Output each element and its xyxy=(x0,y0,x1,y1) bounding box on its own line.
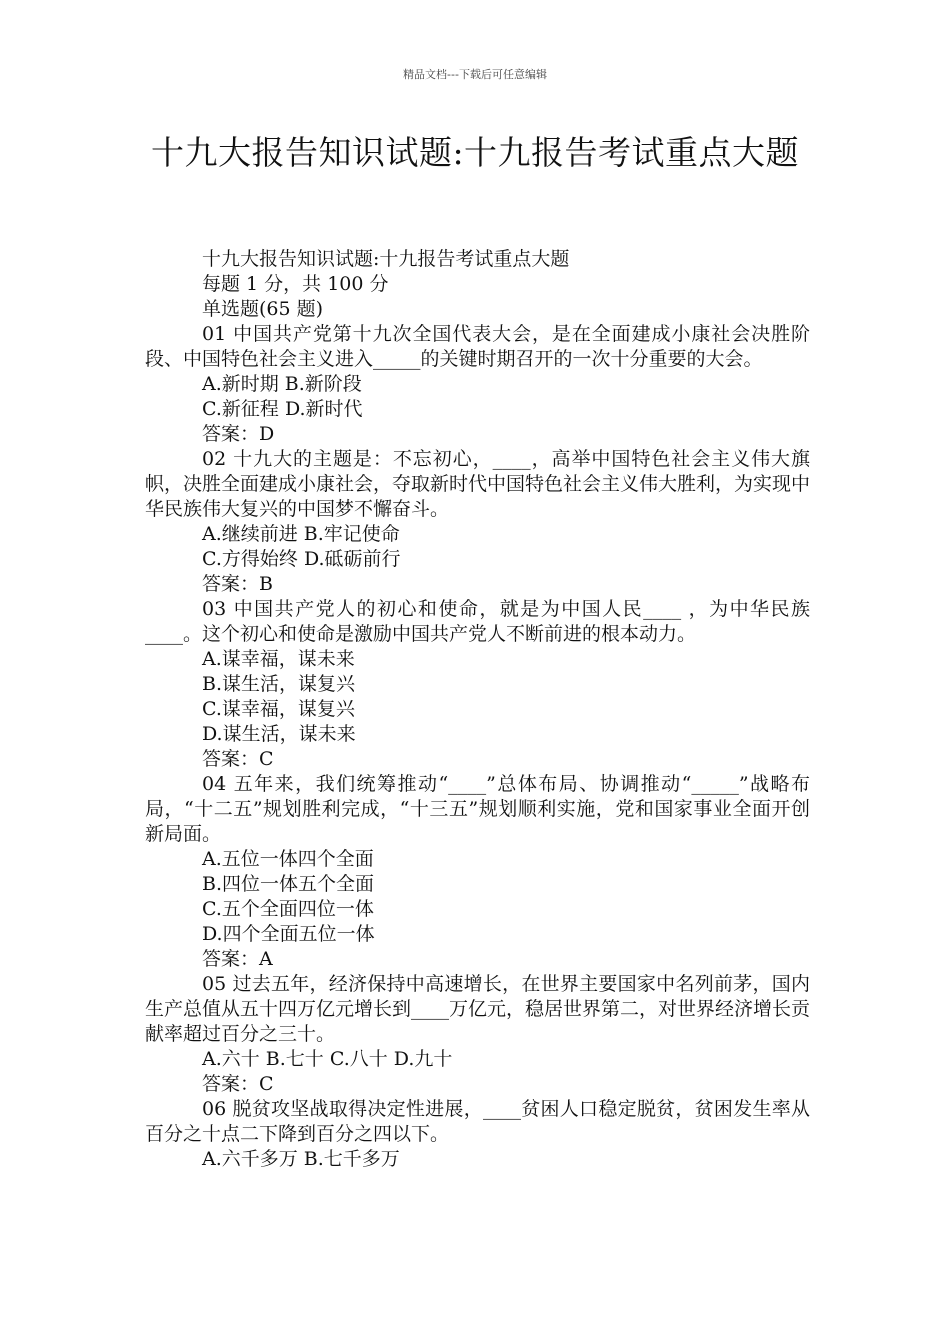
document-body xyxy=(145,247,810,1172)
intro-line: 十九大报告知识试题:十九报告考试重点大题 xyxy=(202,248,570,270)
question-stem: 04 五年来，我们统筹推动“____”总体布局、协调推动“_____”战略布局，“十二五”规划胜利完成，“十三五”规划顺利实施，党和国家事业全面开创新局面。 xyxy=(145,773,810,845)
question-answer: 答案：C xyxy=(202,1073,274,1095)
question-option: A.六千多万 B.七千多万 xyxy=(202,1148,400,1170)
question-option: A.五位一体四个全面 xyxy=(202,848,374,870)
question-option: D.四个全面五位一体 xyxy=(202,923,375,945)
question-option: A.谋幸福，谋未来 xyxy=(202,648,355,670)
question-option: C.五个全面四位一体 xyxy=(202,898,374,920)
question-stem: 03 中国共产党人的初心和使命，就是为中国人民____ ，为中华民族____。这个初心和使命是激励中国共产党人不断前进的根本动力。 xyxy=(145,598,810,645)
document-title: 十九大报告知识试题:十九报告考试重点大题 xyxy=(150,133,800,172)
question-option: C.谋幸福，谋复兴 xyxy=(202,698,355,720)
question-stem: 02 十九大的主题是：不忘初心，____，高举中国特色社会主义伟大旗帜，决胜全面建成小康社会，夺取新时代中国特色社会主义伟大胜利，为实现中华民族伟大复兴的中国梦不懈奋斗。 xyxy=(145,448,811,520)
question-answer: 答案：D xyxy=(202,423,275,445)
question-stem: 01 中国共产党第十九次全国代表大会，是在全面建成小康社会决胜阶段、中国特色社会主义进入_____的关键时期召开的一次十分重要的大会。 xyxy=(145,323,810,370)
question-option: B.谋生活，谋复兴 xyxy=(202,673,356,695)
intro-line: 单选题(65 题) xyxy=(202,298,324,320)
question-answer: 答案：A xyxy=(202,948,273,970)
question-stem: 05 过去五年，经济保持中高速增长，在世界主要国家中名列前茅，国内生产总值从五十四万亿元增长到____万亿元，稳居世界第二，对世界经济增长贡献率超过百分之三十。 xyxy=(145,973,811,1045)
question-option: D.谋生活，谋未来 xyxy=(202,723,356,745)
intro-line: 每题 1 分，共 100 分 xyxy=(202,273,389,295)
watermark-text: 精品文档---下载后可任意编辑 xyxy=(403,68,547,81)
question-option: C.方得始终 D.砥砺前行 xyxy=(202,548,401,570)
question-answer: 答案：B xyxy=(202,573,273,595)
question-answer: 答案：C xyxy=(202,748,274,770)
question-option: C.新征程 D.新时代 xyxy=(202,398,363,420)
question-option: B.四位一体五个全面 xyxy=(202,873,375,895)
question-stem: 06 脱贫攻坚战取得决定性进展，____贫困人口稳定脱贫，贫困发生率从百分之十点二下降到百分之四以下。 xyxy=(145,1098,810,1145)
question-option: A.新时期 B.新阶段 xyxy=(202,373,362,395)
question-option: A.六十 B.七十 C.八十 D.九十 xyxy=(202,1048,453,1070)
question-option: A.继续前进 B.牢记使命 xyxy=(202,523,400,545)
